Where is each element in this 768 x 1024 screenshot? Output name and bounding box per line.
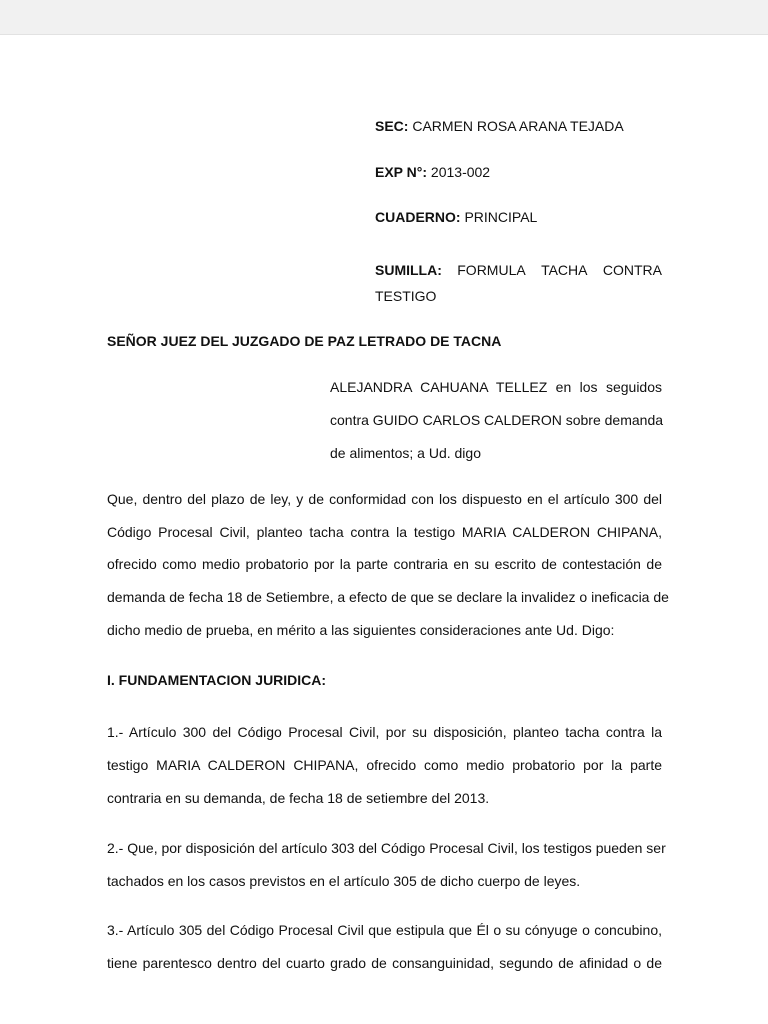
item-line: contraria en su demanda, de fecha 18 de setiembre del 2013. [107, 790, 490, 806]
paragraph-line: demanda de fecha 18 de Setiembre, a efecto de que se declare la invalidez o ineficacia de [107, 589, 669, 605]
sec-value: CARMEN ROSA ARANA TEJADA [412, 118, 624, 134]
sumilla-label: SUMILLA: [375, 262, 442, 278]
cuaderno-line [375, 208, 537, 226]
exp-label: EXP N°: [375, 164, 428, 180]
intro-line: ALEJANDRA CAHUANA TELLEZ en los seguidos [330, 379, 662, 395]
sumilla-line [375, 261, 662, 279]
paragraph-line: ofrecido como medio probatorio por la parte contraria en su escrito de contestación de [107, 556, 662, 572]
paragraph-line: Que, dentro del plazo de ley, y de conformidad con los dispuesto en el artículo 300 del [107, 491, 662, 507]
addressee: SEÑOR JUEZ DEL JUZGADO DE PAZ LETRADO DE TACNA [107, 333, 502, 349]
item-line: testigo MARIA CALDERON CHIPANA, ofrecido como medio probatorio por la parte [107, 757, 662, 773]
sec-line [375, 117, 624, 135]
exp-value: 2013-002 [430, 164, 491, 180]
cuaderno-label: CUADERNO: [375, 209, 461, 225]
sec-label: SEC: [375, 118, 409, 134]
paragraph-line: dicho medio de prueba, en mérito a las siguientes consideraciones ante Ud. Digo: [107, 622, 615, 638]
exp-line [375, 163, 490, 181]
item-line: tachados en los casos previstos en el artículo 305 de dicho cuerpo de leyes. [107, 873, 581, 889]
section-title: I. FUNDAMENTACION JURIDICA: [107, 672, 327, 688]
intro-line: de alimentos; a Ud. digo [330, 445, 481, 461]
item-line: 2.- Que, por disposición del artículo 303 del Código Procesal Civil, los testigos pueden ser [107, 840, 666, 856]
cuaderno-value: PRINCIPAL [464, 209, 538, 225]
paragraph-line: Código Procesal Civil, planteo tacha contra la testigo MARIA CALDERON CHIPANA, [107, 524, 662, 540]
sumilla-line-2: TESTIGO [375, 288, 437, 304]
item-line: tiene parentesco dentro del cuarto grado de consanguinidad, segundo de afinidad o de [107, 955, 662, 971]
item-line: 3.- Artículo 305 del Código Procesal Civil que estipula que Él o su cónyuge o concubino, [107, 922, 662, 938]
item-line: 1.- Artículo 300 del Código Procesal Civil, por su disposición, planteo tacha contra la [107, 724, 662, 740]
sumilla-word: TACHA [541, 262, 588, 278]
sumilla-word: FORMULA [457, 262, 526, 278]
document-page [0, 34, 768, 1024]
intro-line: contra GUIDO CARLOS CALDERON sobre demanda [330, 412, 664, 428]
sumilla-word: CONTRA [602, 262, 662, 278]
